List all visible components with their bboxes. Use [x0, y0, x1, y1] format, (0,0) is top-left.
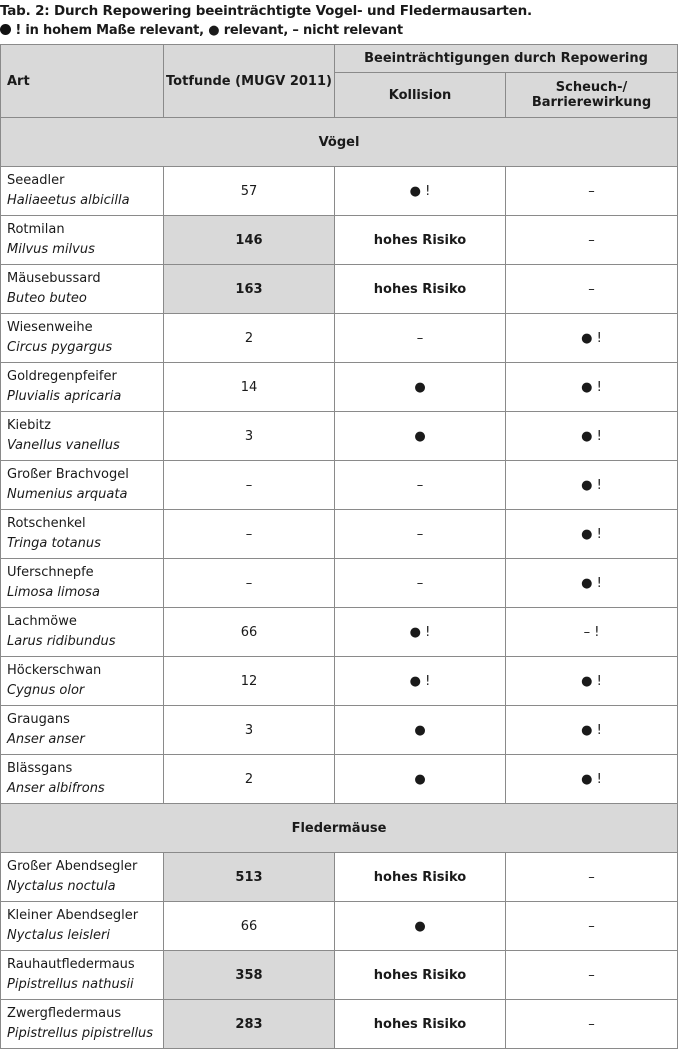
species-name: Rauhautfledermaus [7, 957, 135, 972]
species-cell [1, 216, 164, 265]
species-name: Wiesenweihe [7, 320, 93, 335]
species-cell [1, 657, 164, 706]
kollision-cell: – [335, 510, 506, 559]
species-cell [1, 559, 164, 608]
totfunde-cell: – [164, 461, 335, 510]
species-latin-name: Larus ridibundus [7, 634, 116, 649]
species-name: Goldregenpfeifer [7, 369, 117, 384]
species-cell [1, 1000, 164, 1049]
species-latin-name: Buteo buteo [7, 291, 87, 306]
table-header [1, 45, 678, 118]
totfunde-cell: 14 [164, 363, 335, 412]
species-name: Zwergfledermaus [7, 1006, 122, 1021]
totfunde-cell: 513 [164, 853, 335, 902]
scheuch-cell: – [506, 1000, 678, 1049]
species-cell [1, 951, 164, 1000]
totfunde-cell: 146 [164, 216, 335, 265]
totfunde-cell: 12 [164, 657, 335, 706]
section-row [1, 118, 678, 167]
scheuch-cell: ● ! [506, 559, 678, 608]
table-legend [0, 21, 678, 40]
scheuch-cell: ● ! [506, 461, 678, 510]
table-row [1, 657, 678, 706]
species-latin-name: Pluvialis apricaria [7, 389, 122, 404]
kollision-cell: hohes Risiko [335, 216, 506, 265]
header-art: Art [1, 45, 164, 118]
section-title: Vögel [1, 118, 678, 167]
species-cell [1, 608, 164, 657]
species-latin-name: Nyctalus leisleri [7, 928, 110, 943]
species-cell [1, 167, 164, 216]
scheuch-cell: – [506, 265, 678, 314]
kollision-cell: hohes Risiko [335, 265, 506, 314]
species-name: Höckerschwan [7, 663, 102, 678]
filled-dot-icon [0, 24, 11, 35]
species-name: Mäusebussard [7, 271, 101, 286]
kollision-cell: ● ! [335, 167, 506, 216]
table-row [1, 755, 678, 804]
table-row [1, 461, 678, 510]
kollision-cell: – [335, 461, 506, 510]
table-row [1, 363, 678, 412]
species-latin-name: Pipistrellus pipistrellus [7, 1026, 154, 1041]
scheuch-cell: – [506, 951, 678, 1000]
species-latin-name: Haliaeetus albicilla [7, 193, 130, 208]
totfunde-cell: 3 [164, 412, 335, 461]
species-name: Kiebitz [7, 418, 51, 433]
species-name: Lachmöwe [7, 614, 77, 629]
kollision-cell: ● [335, 363, 506, 412]
table-row [1, 951, 678, 1000]
table-row [1, 510, 678, 559]
species-latin-name: Milvus milvus [7, 242, 95, 257]
species-cell [1, 706, 164, 755]
table-row [1, 853, 678, 902]
species-latin-name: Anser albifrons [7, 781, 105, 796]
species-name: Graugans [7, 712, 70, 727]
table-body [1, 118, 678, 1049]
species-latin-name: Nyctalus noctula [7, 879, 116, 894]
header-scheuch: Scheuch-/ Barrierewirkung [506, 73, 678, 118]
kollision-cell: hohes Risiko [335, 1000, 506, 1049]
table-row [1, 314, 678, 363]
species-latin-name: Vanellus vanellus [7, 438, 120, 453]
species-cell [1, 902, 164, 951]
section-row [1, 804, 678, 853]
species-latin-name: Limosa limosa [7, 585, 100, 600]
table-title: Tab. 2: Durch Repowering beeinträchtigte Vogel- und Fledermausarten. [0, 3, 532, 19]
species-cell [1, 412, 164, 461]
species-name: Großer Abendsegler [7, 859, 138, 874]
species-name: Seeadler [7, 173, 65, 188]
legend-text: ! in hohem Maße relevant, ● relevant, – nicht relevant [15, 23, 403, 38]
species-name: Blässgans [7, 761, 73, 776]
kollision-cell: ● [335, 755, 506, 804]
species-cell [1, 314, 164, 363]
species-latin-name: Numenius arquata [7, 487, 128, 502]
species-cell [1, 853, 164, 902]
totfunde-cell: 2 [164, 755, 335, 804]
kollision-cell: ● [335, 902, 506, 951]
species-latin-name: Tringa totanus [7, 536, 101, 551]
species-name: Großer Brachvogel [7, 467, 129, 482]
table-row [1, 706, 678, 755]
species-cell [1, 755, 164, 804]
kollision-cell: hohes Risiko [335, 951, 506, 1000]
table-row [1, 902, 678, 951]
table-row [1, 265, 678, 314]
scheuch-cell: – ! [506, 608, 678, 657]
table-row [1, 216, 678, 265]
totfunde-cell: 283 [164, 1000, 335, 1049]
scheuch-cell: – [506, 216, 678, 265]
species-latin-name: Circus pygargus [7, 340, 113, 355]
scheuch-cell: – [506, 167, 678, 216]
section-title: Fledermäuse [1, 804, 678, 853]
header-kollision: Kollision [335, 73, 506, 118]
totfunde-cell: 358 [164, 951, 335, 1000]
species-table [0, 44, 678, 1049]
kollision-cell: ● [335, 412, 506, 461]
table-row [1, 1000, 678, 1049]
scheuch-cell: ● ! [506, 755, 678, 804]
kollision-cell: hohes Risiko [335, 853, 506, 902]
species-latin-name: Anser anser [7, 732, 85, 747]
totfunde-cell: 66 [164, 902, 335, 951]
scheuch-cell: ● ! [506, 706, 678, 755]
species-cell [1, 461, 164, 510]
species-cell [1, 265, 164, 314]
totfunde-cell: – [164, 559, 335, 608]
scheuch-cell: – [506, 853, 678, 902]
header-beeintraechtigungen: Beeinträchtigungen durch Repowering [335, 45, 678, 73]
species-name: Rotschenkel [7, 516, 86, 531]
scheuch-cell: – [506, 902, 678, 951]
species-cell [1, 510, 164, 559]
species-name: Rotmilan [7, 222, 65, 237]
scheuch-cell: ● ! [506, 412, 678, 461]
species-name: Kleiner Abendsegler [7, 908, 139, 923]
scheuch-cell: ● ! [506, 363, 678, 412]
species-latin-name: Pipistrellus nathusii [7, 977, 134, 992]
totfunde-cell: 57 [164, 167, 335, 216]
scheuch-cell: ● ! [506, 314, 678, 363]
table-row [1, 559, 678, 608]
table-row [1, 608, 678, 657]
totfunde-cell: 163 [164, 265, 335, 314]
kollision-cell: – [335, 314, 506, 363]
totfunde-cell: – [164, 510, 335, 559]
species-cell [1, 363, 164, 412]
table-caption [0, 0, 678, 44]
table-row [1, 412, 678, 461]
totfunde-cell: 3 [164, 706, 335, 755]
scheuch-cell: ● ! [506, 657, 678, 706]
species-latin-name: Cygnus olor [7, 683, 85, 698]
kollision-cell: – [335, 559, 506, 608]
species-name: Uferschnepfe [7, 565, 94, 580]
table-row [1, 167, 678, 216]
kollision-cell: ● [335, 706, 506, 755]
totfunde-cell: 66 [164, 608, 335, 657]
totfunde-cell: 2 [164, 314, 335, 363]
kollision-cell: ● ! [335, 657, 506, 706]
kollision-cell: ● ! [335, 608, 506, 657]
header-totfunde: Totfunde (MUGV 2011) [164, 45, 335, 118]
scheuch-cell: ● ! [506, 510, 678, 559]
